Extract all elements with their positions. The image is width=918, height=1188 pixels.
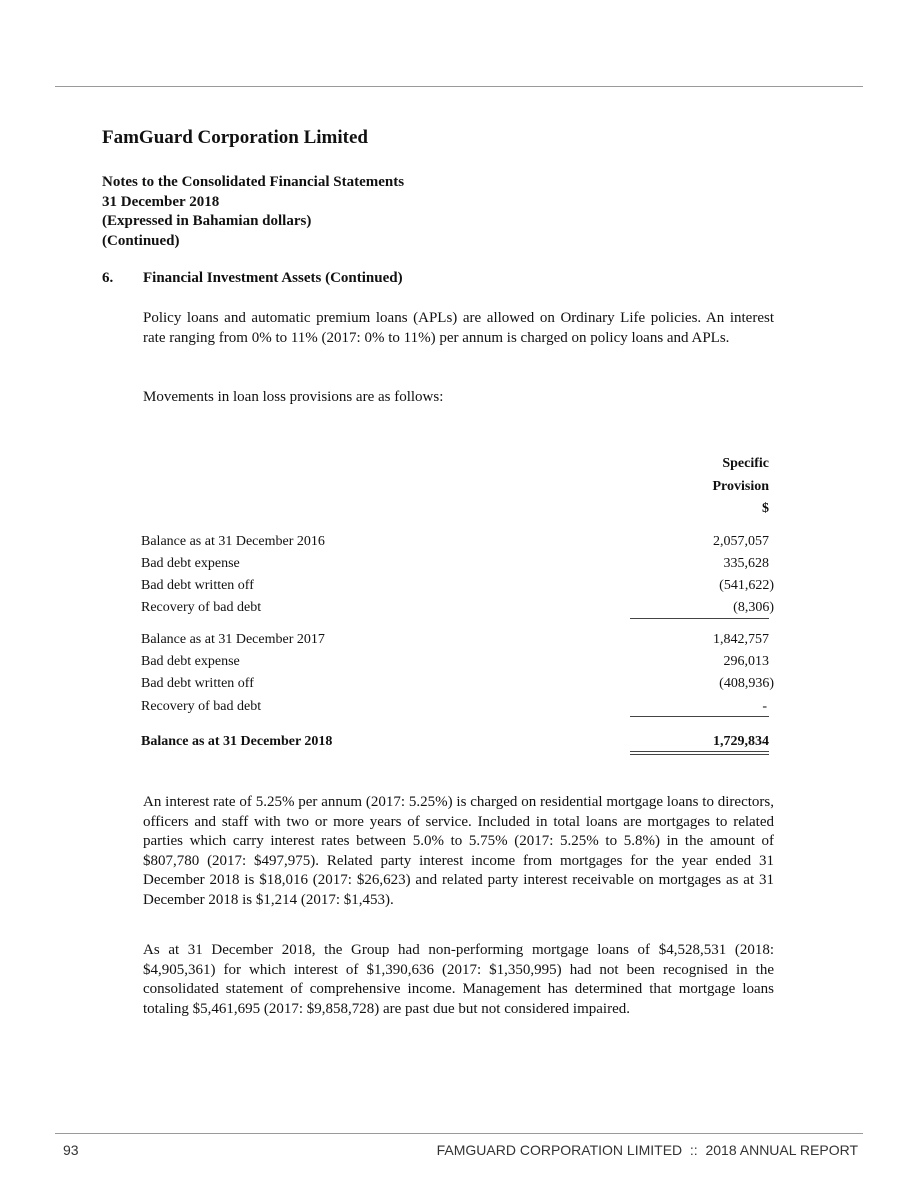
table-row xyxy=(141,554,774,574)
row-label: Bad debt written off xyxy=(141,676,254,691)
row-value: 1,842,757 xyxy=(713,632,769,647)
table-column-header xyxy=(712,453,769,521)
section-title: Financial Investment Assets (Continued) xyxy=(143,270,403,286)
column-header-line-2: Provision xyxy=(712,478,769,494)
row-label: Bad debt expense xyxy=(141,654,240,669)
total-double-underline xyxy=(630,751,769,755)
row-label: Balance as at 31 December 2016 xyxy=(141,534,325,549)
table-row xyxy=(141,652,774,672)
table-row xyxy=(141,630,774,650)
row-label: Recovery of bad debt xyxy=(141,699,262,714)
bottom-rule xyxy=(55,1133,863,1134)
column-header-line-1: Specific xyxy=(722,456,769,471)
notes-title: Notes to the Consolidated Financial Statements xyxy=(102,174,405,190)
movements-intro-paragraph: Movements in loan loss provisions are as follows: xyxy=(143,389,444,405)
table-row xyxy=(141,576,774,596)
subtotal-underline xyxy=(630,618,769,619)
table-row-total xyxy=(141,732,774,752)
row-label: Balance as at 31 December 2017 xyxy=(141,632,325,647)
top-rule xyxy=(55,86,863,87)
row-label: Recovery of bad debt xyxy=(141,600,262,615)
row-value: 1,729,834 xyxy=(713,734,769,749)
footer-report-title: FAMGUARD CORPORATION LIMITED :: 2018 ANNUAL REPORT xyxy=(436,1142,858,1158)
column-header-currency: $ xyxy=(762,501,769,516)
notes-continued: (Continued) xyxy=(102,232,180,249)
company-name: FamGuard Corporation Limited xyxy=(102,127,368,148)
row-value: - xyxy=(762,699,767,714)
row-label: Balance as at 31 December 2018 xyxy=(141,734,333,749)
row-value: 2,057,057 xyxy=(713,534,769,549)
section-number: 6. xyxy=(102,270,114,286)
notes-heading xyxy=(102,173,404,251)
row-value: (8,306) xyxy=(733,600,774,615)
table-row xyxy=(141,532,774,552)
subtotal-underline xyxy=(630,716,769,717)
notes-date: 31 December 2018 xyxy=(102,193,220,210)
row-label: Bad debt written off xyxy=(141,578,254,593)
loan-loss-provisions-table xyxy=(141,532,774,762)
non-performing-loans-paragraph: As at 31 December 2018, the Group had non-performing mortgage loans of $4,528,531 (2018: $4,905,361) for which interest of $1,390,636 (2017: $1,350,995) had not been recognised in the consolidated statement of comprehensive income. Management has determined that mortgage loans totaling $5,461,695 (2017: $9,858,728) are past due but not considered impaired. xyxy=(143,942,774,1017)
row-label: Bad debt expense xyxy=(141,556,240,571)
table-row xyxy=(141,674,774,694)
row-value: 335,628 xyxy=(723,556,769,571)
page-number: 93 xyxy=(63,1142,79,1158)
row-value: (541,622) xyxy=(719,578,774,593)
notes-currency: (Expressed in Bahamian dollars) xyxy=(102,213,312,229)
table-row xyxy=(141,697,774,717)
table-row xyxy=(141,598,774,618)
policy-loans-paragraph: Policy loans and automatic premium loans (APLs) are allowed on Ordinary Life policies. An interest rate ranging from 0% to 11% (2017: 0% to 11%) per annum is charged on policy loans and APLs. xyxy=(143,310,774,346)
row-value: 296,013 xyxy=(723,654,769,669)
mortgage-interest-paragraph: An interest rate of 5.25% per annum (2017: 5.25%) is charged on residential mortgage loans to directors, officers and staff with two or more years of service. Included in total loans are mortgages to related parties which carry interest rates between 5.0% to 5.75% (2017: 5.25% to 5.8%) in the amount of $807,780 (2017: $497,975). Related party interest income from mortgages for the year ended 31 December 2018 is $18,016 (2017: $26,623) and related party interest receivable on mortgages as at 31 December 2018 is $1,214 (2017: $1,453). xyxy=(143,794,774,908)
row-value: (408,936) xyxy=(719,676,774,691)
